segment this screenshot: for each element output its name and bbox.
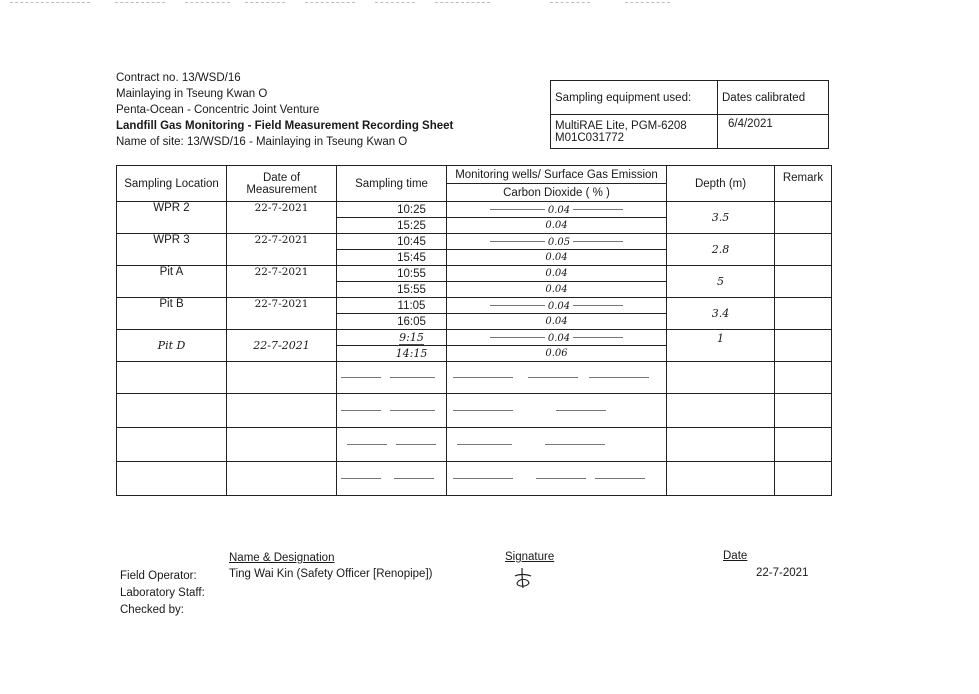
time-cell: 15:45 [337, 250, 447, 266]
reading-cell: 0.04 [447, 218, 667, 234]
table-row [117, 266, 832, 282]
blank-reading-cell [447, 428, 667, 462]
time-cell: 16:05 [337, 314, 447, 330]
scan-artifact [115, 2, 165, 3]
reading-value: 0.04 [547, 332, 571, 344]
depth-cell: 3.4 [667, 298, 775, 330]
header-remark: Remark [775, 166, 832, 202]
header-date: Date of Measurement [227, 166, 337, 202]
time-value: 9:15 [399, 330, 424, 344]
reading-value: 0.05 [547, 236, 571, 248]
time-cell [337, 330, 447, 346]
reading-cell [447, 234, 667, 250]
blank-reading-cell [447, 394, 667, 428]
location-cell: Pit A [117, 266, 227, 298]
reading-cell [447, 202, 667, 218]
measurement-table [116, 165, 832, 496]
date-cell: 22-7-2021 [227, 298, 337, 330]
site-name: Name of site: 13/WSD/16 - Mainlaying in Tseung Kwan O [116, 136, 408, 148]
reading-cell [447, 330, 667, 346]
location-cell: WPR 2 [117, 202, 227, 234]
reading-cell: 0.04 [447, 282, 667, 298]
time-cell: 10:55 [337, 266, 447, 282]
time-cell: 15:55 [337, 282, 447, 298]
laboratory-staff-label: Laboratory Staff: [120, 587, 205, 599]
location-cell: Pit B [117, 298, 227, 330]
scan-artifact [550, 2, 590, 3]
field-operator-name: Ting Wai Kin (Safety Officer [Renopipe]) [229, 568, 433, 580]
blank-time-cell [337, 394, 447, 428]
remark-cell [775, 330, 832, 362]
equipment-header: Sampling equipment used: [551, 81, 718, 115]
contractor-name: Penta-Ocean - Concentric Joint Venture [116, 104, 320, 116]
reading-cell: 0.06 [447, 346, 667, 362]
header-monitoring: Monitoring wells/ Surface Gas Emission [447, 166, 667, 184]
equipment-serial: M01C031772 [555, 131, 625, 144]
time-cell: 10:25 [337, 202, 447, 218]
table-row [117, 202, 832, 218]
time-cell: 10:45 [337, 234, 447, 250]
contract-number: Contract no. 13/WSD/16 [116, 72, 241, 84]
date-cell: 22-7-2021 [227, 202, 337, 234]
remark-cell [775, 298, 832, 330]
signature-header: Signature [505, 551, 555, 563]
table-row [117, 234, 832, 250]
scan-artifact [435, 2, 490, 3]
empty-row [117, 428, 832, 462]
reading-value: 0.04 [547, 300, 571, 312]
table-row [117, 298, 832, 314]
header-depth: Depth (m) [667, 166, 775, 202]
field-operator-date: 22-7-2021 [756, 567, 809, 579]
depth-cell: 1 [667, 330, 775, 362]
time-cell: 15:25 [337, 218, 447, 234]
scan-artifact [375, 2, 415, 3]
signature-mark [510, 566, 536, 590]
scan-artifact [245, 2, 285, 3]
empty-row [117, 362, 832, 394]
equipment-model: MultiRAE Lite, PGM-6208 [555, 119, 687, 132]
remark-cell [775, 202, 832, 234]
calibration-header: Dates calibrated [718, 81, 829, 115]
reading-cell: 0.04 [447, 250, 667, 266]
time-cell: 11:05 [337, 298, 447, 314]
checked-by-label: Checked by: [120, 604, 184, 616]
reading-cell [447, 298, 667, 314]
date-header: Date [723, 550, 748, 562]
date-cell: 22-7-2021 [227, 234, 337, 266]
blank-reading-cell [447, 362, 667, 394]
scan-artifact [185, 2, 230, 3]
header-gas: Carbon Dioxide ( % ) [447, 184, 667, 202]
header-time: Sampling time [337, 166, 447, 202]
blank-time-cell [337, 462, 447, 496]
reading-cell: 0.04 [447, 314, 667, 330]
date-cell: 22-7-2021 [227, 330, 337, 362]
remark-cell [775, 266, 832, 298]
location-cell: WPR 3 [117, 234, 227, 266]
reading-cell: 0.04 [447, 266, 667, 282]
depth-cell: 5 [667, 266, 775, 298]
blank-time-cell [337, 362, 447, 394]
field-operator-label: Field Operator: [120, 570, 197, 582]
name-designation-header: Name & Designation [229, 552, 335, 564]
sheet-title: Landfill Gas Monitoring - Field Measurement Recording Sheet [116, 120, 454, 132]
depth-cell: 3.5 [667, 202, 775, 234]
remark-cell [775, 234, 832, 266]
date-cell: 22-7-2021 [227, 266, 337, 298]
header-location: Sampling Location [117, 166, 227, 202]
blank-reading-cell [447, 462, 667, 496]
scan-artifact [305, 2, 355, 3]
depth-cell: 2.8 [667, 234, 775, 266]
calibration-date: 6/4/2021 [718, 115, 829, 149]
blank-time-cell [337, 428, 447, 462]
project-name: Mainlaying in Tseung Kwan O [116, 88, 268, 100]
scan-artifact [10, 2, 90, 3]
reading-value: 0.04 [547, 204, 571, 216]
table-row [117, 330, 832, 346]
time-cell [337, 346, 447, 362]
location-cell: Pit D [117, 330, 227, 362]
empty-row [117, 462, 832, 496]
empty-row [117, 394, 832, 428]
scan-artifact [625, 2, 670, 3]
equipment-cell [551, 115, 718, 149]
equipment-table [550, 80, 829, 149]
time-value: 14:15 [395, 347, 428, 360]
